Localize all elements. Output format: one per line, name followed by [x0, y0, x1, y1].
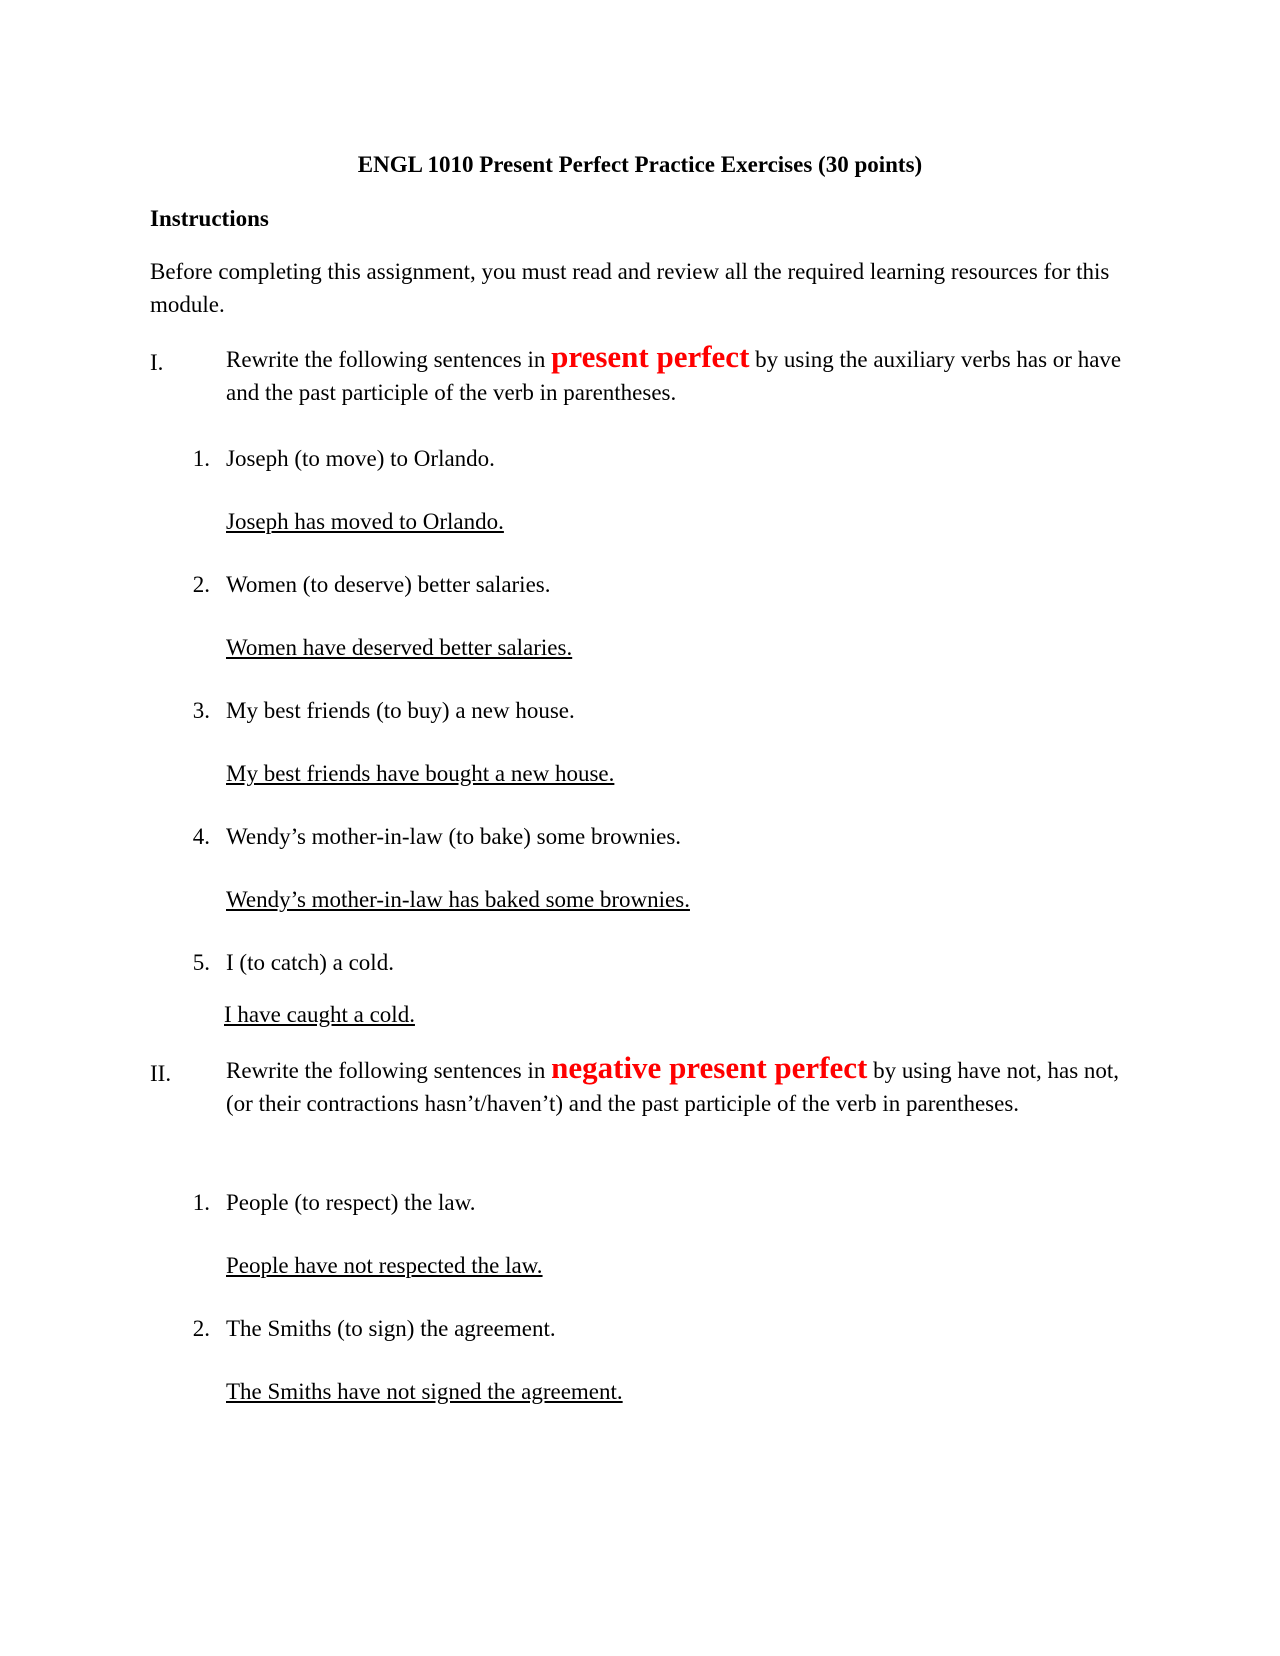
section-1-instructions	[226, 340, 1126, 409]
answer-text: My best friends have bought a new house.	[226, 761, 615, 786]
answer-text: Joseph has moved to Orlando.	[226, 509, 504, 534]
question-number: 1.	[192, 446, 210, 471]
answer-text: The Smiths have not signed the agreement.	[226, 1379, 623, 1404]
answer-text: People have not respected the law.	[226, 1253, 543, 1278]
question-number: 2.	[192, 572, 210, 597]
question-number: 4.	[192, 824, 210, 849]
section-1-text-before: Rewrite the following sentences in	[226, 347, 552, 372]
instructions-text: Before completing this assignment, you must read and review all the required learning resources for this module.	[150, 259, 1110, 317]
question-number: 3.	[192, 698, 210, 723]
question-number: 1.	[192, 1190, 210, 1215]
section-1-number: I.	[150, 350, 164, 375]
section-2-number: II.	[150, 1061, 172, 1086]
instructions-heading: Instructions	[150, 206, 269, 231]
section-2-text-before: Rewrite the following sentences in	[226, 1058, 552, 1083]
question-prompt: The Smiths (to sign) the agreement.	[226, 1316, 556, 1341]
answer-text: Women have deserved better salaries.	[226, 635, 573, 660]
page-title: ENGL 1010 Present Perfect Practice Exercises (30 points)	[357, 152, 923, 177]
section-2-text-after: by using have not, has not, (or their contractions hasn’t/haven’t) and the past participle of the verb in parentheses.	[226, 1058, 1120, 1116]
question-prompt: My best friends (to buy) a new house.	[226, 698, 575, 723]
question-number: 5.	[192, 950, 210, 975]
question-prompt: People (to respect) the law.	[226, 1190, 476, 1215]
section-1-text-after: by using the auxiliary verbs has or have and the past participle of the verb in parentheses.	[226, 347, 1122, 405]
question-number: 2.	[192, 1316, 210, 1341]
question-prompt: Women (to deserve) better salaries.	[226, 572, 551, 597]
question-prompt: Wendy’s mother-in-law (to bake) some brownies.	[226, 824, 682, 849]
section-2-instructions	[226, 1051, 1126, 1120]
answer-text: I have caught a cold.	[224, 1002, 415, 1027]
section-2-emphasis: negative present perfect	[551, 1050, 868, 1085]
question-prompt: Joseph (to move) to Orlando.	[226, 446, 495, 471]
section-1-emphasis: present perfect	[551, 339, 750, 374]
answer-text: Wendy’s mother-in-law has baked some brownies.	[226, 887, 690, 912]
question-prompt: I (to catch) a cold.	[226, 950, 394, 975]
